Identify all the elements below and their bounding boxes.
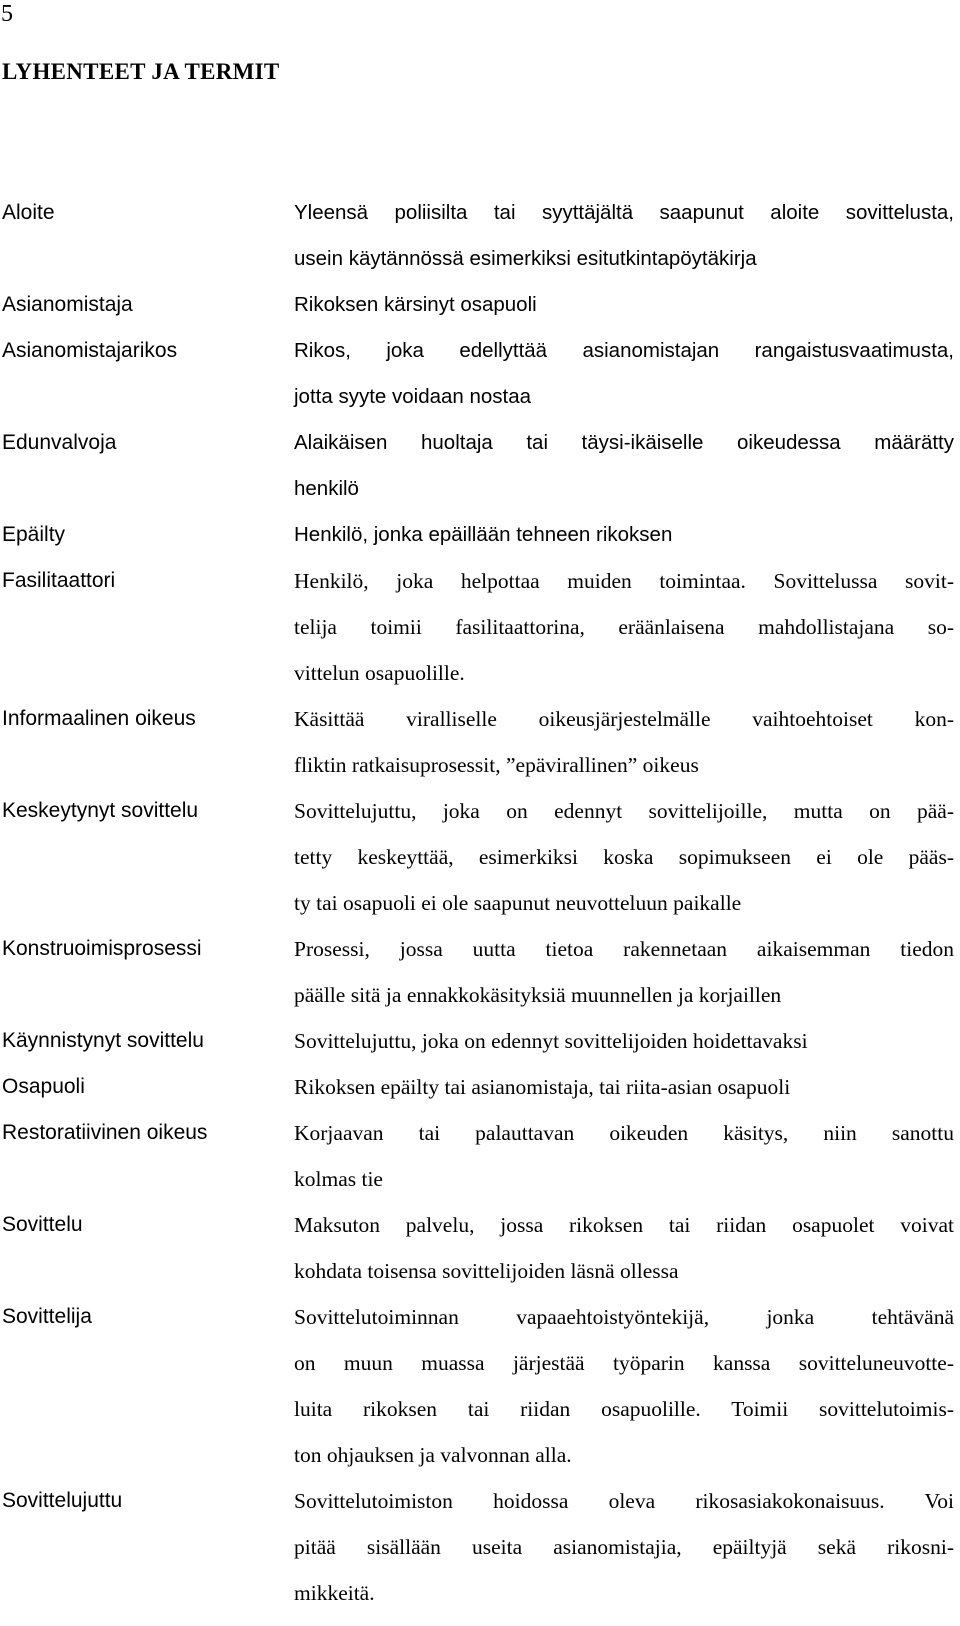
glossary-entry <box>0 696 960 788</box>
glossary-entry <box>0 190 960 282</box>
definition-line: päälle sitä ja ennakkokäsityksiä muunnellen ja korjaillen <box>294 983 782 1007</box>
glossary-term: Käynnistynyt sovittelu <box>2 1029 204 1052</box>
glossary-entry <box>0 1110 960 1202</box>
definition-line: henkilö <box>294 477 359 500</box>
glossary-definition <box>294 1064 954 1110</box>
glossary-entry <box>0 1018 960 1064</box>
glossary-term: Osapuoli <box>2 1075 85 1098</box>
definition-line: luita rikoksen tai riidan osapuolille. Toimii sovittelutoimis- <box>294 1397 954 1421</box>
page-heading: LYHENTEET JA TERMIT <box>2 59 280 84</box>
glossary-term: Sovittelija <box>2 1305 92 1328</box>
glossary-term: Epäilty <box>2 523 66 546</box>
glossary-definition <box>294 1294 954 1478</box>
glossary-entry <box>0 328 960 420</box>
glossary-term: Informaalinen oikeus <box>2 707 196 730</box>
glossary-definition <box>294 558 954 696</box>
definition-line: ty tai osapuoli ei ole saapunut neuvotteluun paikalle <box>294 891 742 915</box>
glossary-definition <box>294 1202 954 1294</box>
definition-line: Alaikäisen huoltaja tai täysi-ikäiselle oikeudessa määrätty <box>294 431 954 454</box>
definition-line: kohdata toisensa sovittelijoiden läsnä ollessa <box>294 1259 679 1283</box>
glossary-entry <box>0 1064 960 1110</box>
glossary-term: Asianomistaja <box>2 293 133 316</box>
page-number: 5 <box>1 1 13 27</box>
glossary-definition <box>294 788 954 926</box>
glossary-term: Konstruoimisprosessi <box>2 937 202 960</box>
definition-line: Maksuton palvelu, jossa rikoksen tai riidan osapuolet voivat <box>294 1213 954 1237</box>
glossary-list <box>0 190 960 1616</box>
glossary-term: Aloite <box>2 201 55 224</box>
definition-line: Yleensä poliisilta tai syyttäjältä saapunut aloite sovittelusta, <box>294 201 954 224</box>
glossary-definition <box>294 1478 954 1616</box>
definition-line: fliktin ratkaisuprosessit, ”epävirallinen” oikeus <box>294 753 699 777</box>
definition-line: Sovittelujuttu, joka on edennyt sovittelijoiden hoidettavaksi <box>294 1029 808 1053</box>
definition-line: tetty keskeyttää, esimerkiksi koska sopimukseen ei ole pääs- <box>294 845 954 869</box>
definition-line: on muun muassa järjestää työparin kanssa sovitteluneuvotte- <box>294 1351 954 1375</box>
definition-line: Henkilö, joka helpottaa muiden toimintaa. Sovittelussa sovit- <box>294 569 954 593</box>
definition-line: Sovittelujuttu, joka on edennyt sovittelijoille, mutta on pää- <box>294 799 954 823</box>
glossary-definition <box>294 512 954 558</box>
glossary-definition <box>294 926 954 1018</box>
glossary-entry <box>0 420 960 512</box>
definition-line: Rikos, joka edellyttää asianomistajan rangaistusvaatimusta, <box>294 339 954 362</box>
glossary-entry <box>0 282 960 328</box>
glossary-term: Fasilitaattori <box>2 569 116 592</box>
definition-line: telija toimii fasilitaattorina, eräänlaisena mahdollistajana so- <box>294 615 954 639</box>
definition-line: Rikoksen epäilty tai asianomistaja, tai riita-asian osapuoli <box>294 1075 791 1099</box>
glossary-term: Edunvalvoja <box>2 431 117 454</box>
definition-line: usein käytännössä esimerkiksi esitutkintapöytäkirja <box>294 247 757 270</box>
glossary-term: Keskeytynyt sovittelu <box>2 799 199 822</box>
glossary-definition <box>294 696 954 788</box>
definition-line: Rikoksen kärsinyt osapuoli <box>294 293 537 316</box>
definition-line: Henkilö, jonka epäillään tehneen rikoksen <box>294 523 673 546</box>
definition-line: Sovittelutoimiston hoidossa oleva rikosasiakokonaisuus. Voi <box>294 1489 954 1513</box>
glossary-definition <box>294 420 954 512</box>
glossary-entry <box>0 512 960 558</box>
glossary-entry <box>0 926 960 1018</box>
definition-line: pitää sisällään useita asianomistajia, epäiltyjä sekä rikosni- <box>294 1535 954 1559</box>
definition-line: mikkeitä. <box>294 1581 375 1605</box>
glossary-definition <box>294 328 954 420</box>
glossary-term: Sovittelujuttu <box>2 1489 123 1512</box>
glossary-definition <box>294 1018 954 1064</box>
definition-line: Sovittelutoiminnan vapaaehtoistyöntekijä, jonka tehtävänä <box>294 1305 954 1329</box>
definition-line: Käsittää viralliselle oikeusjärjestelmälle vaihtoehtoiset kon- <box>294 707 954 731</box>
glossary-term: Sovittelu <box>2 1213 83 1236</box>
definition-line: Prosessi, jossa uutta tietoa rakennetaan aikaisemman tiedon <box>294 937 954 961</box>
glossary-entry <box>0 788 960 926</box>
glossary-entry <box>0 1478 960 1616</box>
glossary-definition <box>294 282 954 328</box>
glossary-definition <box>294 1110 954 1202</box>
glossary-entry <box>0 558 960 696</box>
glossary-entry <box>0 1202 960 1294</box>
glossary-entry <box>0 1294 960 1478</box>
definition-line: vittelun osapuolille. <box>294 661 465 685</box>
glossary-term: Restoratiivinen oikeus <box>2 1121 208 1144</box>
definition-line: Korjaavan tai palauttavan oikeuden käsitys, niin sanottu <box>294 1121 954 1145</box>
definition-line: ton ohjauksen ja valvonnan alla. <box>294 1443 572 1467</box>
glossary-term: Asianomistajarikos <box>2 339 178 362</box>
definition-line: kolmas tie <box>294 1167 383 1191</box>
glossary-definition <box>294 190 954 282</box>
definition-line: jotta syyte voidaan nostaa <box>294 385 532 408</box>
